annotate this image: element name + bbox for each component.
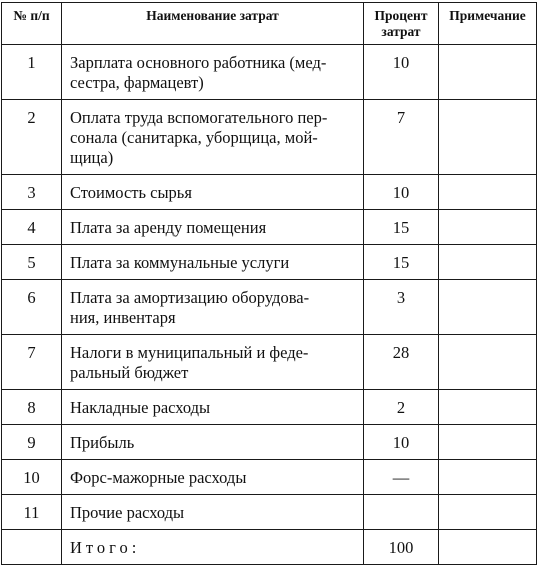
row-number: 7 <box>2 335 62 390</box>
row-note <box>439 245 537 280</box>
row-number: 9 <box>2 425 62 460</box>
row-cost-name-line: сестра, фармацевт) <box>70 73 204 92</box>
table-row <box>2 210 537 245</box>
row-number: 5 <box>2 245 62 280</box>
row-percent: 10 <box>364 45 439 100</box>
row-percent: 15 <box>364 245 439 280</box>
row-number: 6 <box>2 280 62 335</box>
row-number: 3 <box>2 175 62 210</box>
table-row <box>2 460 537 495</box>
row-cost-name-line: Накладные расходы <box>70 398 211 417</box>
row-cost-name <box>62 100 364 175</box>
row-percent: — <box>364 460 439 495</box>
table-row <box>2 425 537 460</box>
cost-table <box>1 2 537 565</box>
table-total-row <box>2 530 537 565</box>
row-cost-name-line: щица) <box>70 148 114 167</box>
row-percent: 10 <box>364 425 439 460</box>
header-num: № п/п <box>2 3 62 45</box>
row-cost-name-line: Зарплата основного работника (мед- <box>70 53 327 72</box>
total-label: Итого: <box>70 538 141 557</box>
row-cost-name <box>62 175 364 210</box>
row-note <box>439 280 537 335</box>
row-cost-name <box>62 390 364 425</box>
row-cost-name <box>62 245 364 280</box>
row-cost-name <box>62 280 364 335</box>
row-cost-name <box>62 425 364 460</box>
total-num-cell <box>2 530 62 565</box>
row-note <box>439 495 537 530</box>
row-number: 4 <box>2 210 62 245</box>
table-row <box>2 45 537 100</box>
row-note <box>439 175 537 210</box>
table-row <box>2 245 537 280</box>
row-percent <box>364 495 439 530</box>
header-percent-line1: Процент <box>374 8 428 23</box>
row-cost-name <box>62 210 364 245</box>
row-percent: 10 <box>364 175 439 210</box>
row-cost-name-line: Налоги в муниципальный и феде- <box>70 343 309 362</box>
row-cost-name-line: Прибыль <box>70 433 135 452</box>
total-note-cell <box>439 530 537 565</box>
row-percent: 3 <box>364 280 439 335</box>
table-row <box>2 390 537 425</box>
table-row <box>2 280 537 335</box>
row-number: 2 <box>2 100 62 175</box>
row-number: 10 <box>2 460 62 495</box>
table-row <box>2 100 537 175</box>
row-cost-name <box>62 45 364 100</box>
row-number: 1 <box>2 45 62 100</box>
row-note <box>439 45 537 100</box>
row-cost-name <box>62 495 364 530</box>
row-cost-name <box>62 460 364 495</box>
table-row <box>2 175 537 210</box>
row-cost-name-line: Оплата труда вспомогательного пер- <box>70 108 328 127</box>
row-cost-name-line: Форс-мажорные расходы <box>70 468 247 487</box>
row-note <box>439 335 537 390</box>
row-percent: 7 <box>364 100 439 175</box>
row-cost-name <box>62 335 364 390</box>
row-percent: 15 <box>364 210 439 245</box>
row-note <box>439 425 537 460</box>
row-cost-name-line: Плата за аренду помещения <box>70 218 267 237</box>
row-cost-name-line: Прочие расходы <box>70 503 185 522</box>
row-note <box>439 210 537 245</box>
row-cost-name-line: ральный бюджет <box>70 363 189 382</box>
row-cost-name-line: Стоимость сырья <box>70 183 192 202</box>
header-name: Наименование затрат <box>62 3 364 45</box>
table-header-row <box>2 3 537 45</box>
row-note <box>439 460 537 495</box>
row-cost-name-line: ния, инвентаря <box>70 308 176 327</box>
row-note <box>439 100 537 175</box>
row-percent: 28 <box>364 335 439 390</box>
table-row <box>2 335 537 390</box>
row-cost-name-line: Плата за коммунальные услуги <box>70 253 290 272</box>
table-row <box>2 495 537 530</box>
header-percent <box>364 3 439 45</box>
row-number: 11 <box>2 495 62 530</box>
row-number: 8 <box>2 390 62 425</box>
header-percent-line2: затрат <box>381 24 421 39</box>
row-note <box>439 390 537 425</box>
row-cost-name-line: Плата за амортизацию оборудова- <box>70 288 310 307</box>
total-label-cell <box>62 530 364 565</box>
header-note: Примечание <box>439 3 537 45</box>
row-cost-name-line: сонала (санитарка, уборщица, мой- <box>70 128 318 147</box>
total-percent: 100 <box>364 530 439 565</box>
row-percent: 2 <box>364 390 439 425</box>
